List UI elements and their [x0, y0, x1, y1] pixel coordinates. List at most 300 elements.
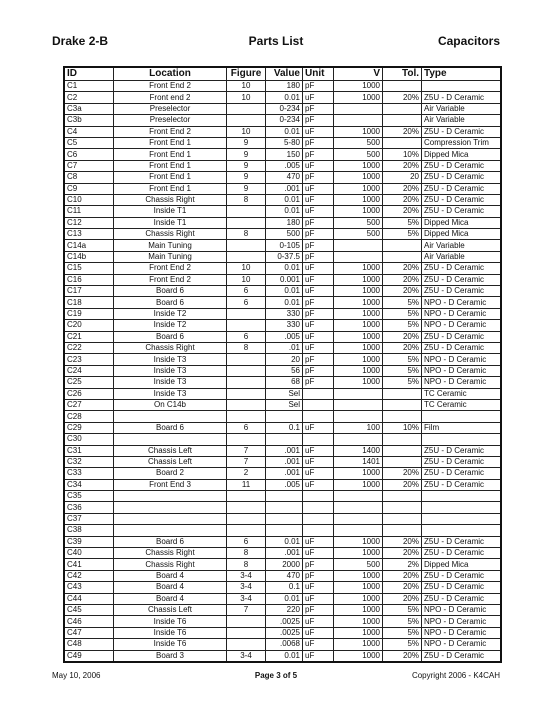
- cell-figure: 9: [227, 172, 266, 183]
- cell-voltage: 500: [334, 137, 383, 148]
- cell-location: Front End 3: [114, 479, 227, 490]
- table-row: [64, 103, 501, 114]
- cell-figure: [227, 206, 266, 217]
- cell-id: C3a: [64, 103, 114, 114]
- cell-tolerance: 5%: [383, 616, 422, 627]
- cell-unit: uF: [303, 627, 334, 638]
- cell-id: C14a: [64, 240, 114, 251]
- cell-id: C18: [64, 297, 114, 308]
- cell-voltage: 1000: [334, 570, 383, 581]
- cell-value: [266, 502, 303, 513]
- cell-type: Z5U - D Ceramic: [422, 274, 502, 285]
- table-row: [64, 479, 501, 490]
- table-row: [64, 627, 501, 638]
- cell-value: .0068: [266, 639, 303, 650]
- cell-value: 0.1: [266, 582, 303, 593]
- cell-figure: 6: [227, 297, 266, 308]
- cell-type: [422, 81, 502, 92]
- cell-voltage: 500: [334, 149, 383, 160]
- cell-location: Inside T1: [114, 206, 227, 217]
- column-header-id: ID: [64, 67, 114, 81]
- cell-value: .01: [266, 342, 303, 353]
- cell-location: Chassis Left: [114, 456, 227, 467]
- cell-location: [114, 491, 227, 502]
- cell-value: 0.01: [266, 536, 303, 547]
- cell-location: Inside T3: [114, 377, 227, 388]
- table-row: [64, 320, 501, 331]
- cell-value: 0.01: [266, 92, 303, 103]
- cell-unit: uF: [303, 126, 334, 137]
- cell-type: [422, 502, 502, 513]
- column-header-type: Type: [422, 67, 502, 81]
- cell-location: [114, 434, 227, 445]
- cell-figure: 8: [227, 194, 266, 205]
- cell-value: 180: [266, 81, 303, 92]
- cell-id: C43: [64, 582, 114, 593]
- cell-location: Board 4: [114, 582, 227, 593]
- cell-type: Z5U - D Ceramic: [422, 183, 502, 194]
- cell-tolerance: 2%: [383, 559, 422, 570]
- cell-location: Inside T1: [114, 217, 227, 228]
- cell-location: Main Tuning: [114, 251, 227, 262]
- cell-id: C17: [64, 286, 114, 297]
- cell-voltage: 1000: [334, 536, 383, 547]
- cell-unit: uF: [303, 468, 334, 479]
- cell-unit: uF: [303, 160, 334, 171]
- column-header-location: Location: [114, 67, 227, 81]
- column-header-voltage: V: [334, 67, 383, 81]
- cell-tolerance: 5%: [383, 320, 422, 331]
- cell-type: Dipped Mica: [422, 559, 502, 570]
- cell-figure: 3-4: [227, 593, 266, 604]
- cell-tolerance: [383, 445, 422, 456]
- cell-id: C28: [64, 411, 114, 422]
- cell-unit: pF: [303, 377, 334, 388]
- table-row: [64, 286, 501, 297]
- cell-value: 220: [266, 604, 303, 615]
- cell-location: Chassis Right: [114, 229, 227, 240]
- cell-voltage: 1000: [334, 183, 383, 194]
- cell-value: 0-37.5: [266, 251, 303, 262]
- table-row: [64, 354, 501, 365]
- document-title: Drake 2-B: [52, 34, 109, 48]
- cell-tolerance: 5%: [383, 639, 422, 650]
- table-header-row: [64, 67, 501, 81]
- cell-voltage: 1000: [334, 627, 383, 638]
- cell-unit: [303, 399, 334, 410]
- cell-type: NPO - D Ceramic: [422, 354, 502, 365]
- cell-tolerance: 20%: [383, 194, 422, 205]
- cell-type: NPO - D Ceramic: [422, 604, 502, 615]
- column-header-value: Value: [266, 67, 303, 81]
- cell-value: .0025: [266, 627, 303, 638]
- cell-type: Z5U - D Ceramic: [422, 445, 502, 456]
- cell-type: NPO - D Ceramic: [422, 320, 502, 331]
- cell-unit: uF: [303, 183, 334, 194]
- table-row: [64, 365, 501, 376]
- cell-id: C44: [64, 593, 114, 604]
- cell-voltage: [334, 240, 383, 251]
- table-body: [64, 81, 501, 662]
- cell-value: Sel: [266, 388, 303, 399]
- table-row: [64, 206, 501, 217]
- cell-figure: 6: [227, 536, 266, 547]
- category-title: Capacitors: [437, 34, 500, 48]
- cell-type: Z5U - D Ceramic: [422, 536, 502, 547]
- cell-location: [114, 525, 227, 536]
- cell-location: On C14b: [114, 399, 227, 410]
- cell-id: C25: [64, 377, 114, 388]
- cell-figure: 10: [227, 263, 266, 274]
- cell-tolerance: 20%: [383, 286, 422, 297]
- cell-location: Board 6: [114, 422, 227, 433]
- table-row: [64, 570, 501, 581]
- cell-tolerance: [383, 103, 422, 114]
- cell-unit: pF: [303, 115, 334, 126]
- cell-location: Preselector: [114, 115, 227, 126]
- cell-figure: [227, 388, 266, 399]
- table-row: [64, 377, 501, 388]
- table-row: [64, 536, 501, 547]
- cell-id: C29: [64, 422, 114, 433]
- footer-date: May 10, 2006: [52, 671, 101, 680]
- cell-id: C2: [64, 92, 114, 103]
- cell-value: 0.01: [266, 126, 303, 137]
- cell-type: Z5U - D Ceramic: [422, 194, 502, 205]
- table-row: [64, 160, 501, 171]
- cell-type: TC Ceramic: [422, 399, 502, 410]
- cell-id: C5: [64, 137, 114, 148]
- cell-figure: [227, 411, 266, 422]
- table-row: [64, 194, 501, 205]
- cell-location: Board 6: [114, 286, 227, 297]
- table-row: [64, 274, 501, 285]
- cell-type: Dipped Mica: [422, 149, 502, 160]
- cell-unit: uF: [303, 536, 334, 547]
- table-row: [64, 217, 501, 228]
- cell-voltage: 1000: [334, 593, 383, 604]
- cell-figure: 7: [227, 445, 266, 456]
- table-row: [64, 502, 501, 513]
- cell-id: C6: [64, 149, 114, 160]
- table-row: [64, 137, 501, 148]
- cell-type: [422, 411, 502, 422]
- cell-tolerance: 20%: [383, 548, 422, 559]
- cell-id: C33: [64, 468, 114, 479]
- cell-figure: [227, 240, 266, 251]
- cell-figure: [227, 399, 266, 410]
- cell-unit: uF: [303, 582, 334, 593]
- cell-voltage: [334, 103, 383, 114]
- cell-voltage: 500: [334, 559, 383, 570]
- cell-unit: [303, 513, 334, 524]
- cell-unit: uF: [303, 263, 334, 274]
- cell-tolerance: 5%: [383, 308, 422, 319]
- cell-id: C45: [64, 604, 114, 615]
- cell-figure: 8: [227, 229, 266, 240]
- cell-figure: 3-4: [227, 582, 266, 593]
- cell-type: Film: [422, 422, 502, 433]
- cell-tolerance: [383, 240, 422, 251]
- cell-tolerance: [383, 411, 422, 422]
- table-row: [64, 593, 501, 604]
- table-row: [64, 331, 501, 342]
- cell-voltage: [334, 491, 383, 502]
- cell-id: C3b: [64, 115, 114, 126]
- cell-location: [114, 502, 227, 513]
- cell-tolerance: [383, 513, 422, 524]
- cell-location: Chassis Right: [114, 559, 227, 570]
- cell-id: C20: [64, 320, 114, 331]
- cell-tolerance: 10%: [383, 149, 422, 160]
- cell-voltage: 1000: [334, 377, 383, 388]
- cell-type: Z5U - D Ceramic: [422, 468, 502, 479]
- cell-location: Front End 2: [114, 274, 227, 285]
- table-row: [64, 263, 501, 274]
- column-header-tolerance: Tol.: [383, 67, 422, 81]
- cell-type: Z5U - D Ceramic: [422, 263, 502, 274]
- cell-voltage: 1000: [334, 354, 383, 365]
- table-row: [64, 388, 501, 399]
- cell-tolerance: 20%: [383, 331, 422, 342]
- cell-tolerance: 20%: [383, 479, 422, 490]
- cell-figure: 2: [227, 468, 266, 479]
- table-row: [64, 434, 501, 445]
- table-row: [64, 513, 501, 524]
- table-row: [64, 115, 501, 126]
- cell-value: .005: [266, 331, 303, 342]
- cell-tolerance: 20%: [383, 570, 422, 581]
- cell-tolerance: 5%: [383, 229, 422, 240]
- cell-voltage: 1000: [334, 308, 383, 319]
- cell-id: C48: [64, 639, 114, 650]
- cell-unit: pF: [303, 570, 334, 581]
- cell-type: NPO - D Ceramic: [422, 297, 502, 308]
- table-row: [64, 229, 501, 240]
- table-row: [64, 456, 501, 467]
- parts-table-container: [63, 66, 502, 663]
- table-row: [64, 582, 501, 593]
- cell-type: Z5U - D Ceramic: [422, 126, 502, 137]
- cell-id: C36: [64, 502, 114, 513]
- cell-value: 5-80: [266, 137, 303, 148]
- cell-location: Inside T6: [114, 616, 227, 627]
- cell-value: [266, 491, 303, 502]
- cell-value: .001: [266, 183, 303, 194]
- cell-unit: uF: [303, 445, 334, 456]
- cell-unit: [303, 434, 334, 445]
- cell-unit: pF: [303, 103, 334, 114]
- cell-id: C47: [64, 627, 114, 638]
- cell-tolerance: 5%: [383, 627, 422, 638]
- cell-tolerance: 5%: [383, 297, 422, 308]
- cell-figure: [227, 320, 266, 331]
- cell-type: Air Variable: [422, 251, 502, 262]
- cell-location: Board 4: [114, 570, 227, 581]
- cell-location: Front End 1: [114, 160, 227, 171]
- cell-figure: [227, 251, 266, 262]
- cell-location: Chassis Right: [114, 548, 227, 559]
- cell-unit: [303, 411, 334, 422]
- cell-unit: uF: [303, 331, 334, 342]
- footer-copyright: Copyright 2006 - K4CAH: [411, 671, 500, 680]
- cell-unit: uF: [303, 650, 334, 662]
- cell-id: C4: [64, 126, 114, 137]
- parts-table: [63, 66, 502, 663]
- cell-figure: 7: [227, 604, 266, 615]
- cell-voltage: 1000: [334, 639, 383, 650]
- cell-figure: [227, 115, 266, 126]
- cell-figure: [227, 525, 266, 536]
- cell-type: NPO - D Ceramic: [422, 365, 502, 376]
- cell-tolerance: 20%: [383, 206, 422, 217]
- cell-unit: uF: [303, 92, 334, 103]
- cell-unit: uF: [303, 479, 334, 490]
- cell-id: C40: [64, 548, 114, 559]
- cell-location: Board 3: [114, 650, 227, 662]
- cell-figure: 9: [227, 183, 266, 194]
- cell-voltage: 1000: [334, 194, 383, 205]
- cell-value: 0.01: [266, 593, 303, 604]
- cell-value: .001: [266, 468, 303, 479]
- cell-voltage: 1000: [334, 582, 383, 593]
- cell-unit: pF: [303, 354, 334, 365]
- cell-id: C16: [64, 274, 114, 285]
- cell-location: Chassis Right: [114, 194, 227, 205]
- cell-value: [266, 434, 303, 445]
- cell-location: Inside T6: [114, 627, 227, 638]
- cell-type: Air Variable: [422, 240, 502, 251]
- cell-unit: pF: [303, 308, 334, 319]
- cell-unit: pF: [303, 604, 334, 615]
- table-row: [64, 149, 501, 160]
- cell-tolerance: [383, 399, 422, 410]
- cell-id: C32: [64, 456, 114, 467]
- cell-type: Z5U - D Ceramic: [422, 593, 502, 604]
- cell-unit: uF: [303, 456, 334, 467]
- cell-voltage: 1000: [334, 286, 383, 297]
- cell-id: C27: [64, 399, 114, 410]
- table-row: [64, 126, 501, 137]
- cell-voltage: 1000: [334, 263, 383, 274]
- cell-voltage: [334, 388, 383, 399]
- cell-id: C12: [64, 217, 114, 228]
- table-row: [64, 639, 501, 650]
- cell-figure: 3-4: [227, 650, 266, 662]
- cell-figure: [227, 377, 266, 388]
- cell-voltage: 1400: [334, 445, 383, 456]
- cell-location: Inside T2: [114, 320, 227, 331]
- cell-id: C34: [64, 479, 114, 490]
- cell-tolerance: 10%: [383, 422, 422, 433]
- cell-voltage: 500: [334, 229, 383, 240]
- cell-id: C8: [64, 172, 114, 183]
- cell-unit: uF: [303, 320, 334, 331]
- cell-voltage: [334, 434, 383, 445]
- cell-tolerance: [383, 491, 422, 502]
- cell-id: C38: [64, 525, 114, 536]
- cell-unit: pF: [303, 149, 334, 160]
- cell-location: Board 6: [114, 297, 227, 308]
- cell-voltage: 1000: [334, 468, 383, 479]
- cell-type: Z5U - D Ceramic: [422, 570, 502, 581]
- cell-location: Front End 1: [114, 172, 227, 183]
- cell-tolerance: 20%: [383, 342, 422, 353]
- cell-value: 470: [266, 172, 303, 183]
- cell-id: C7: [64, 160, 114, 171]
- table-row: [64, 491, 501, 502]
- cell-value: 0-105: [266, 240, 303, 251]
- cell-tolerance: [383, 456, 422, 467]
- cell-tolerance: 20%: [383, 263, 422, 274]
- table-row: [64, 411, 501, 422]
- cell-figure: 6: [227, 286, 266, 297]
- cell-unit: uF: [303, 422, 334, 433]
- table-row: [64, 604, 501, 615]
- cell-figure: [227, 217, 266, 228]
- cell-voltage: 1000: [334, 479, 383, 490]
- cell-location: Board 2: [114, 468, 227, 479]
- cell-type: NPO - D Ceramic: [422, 308, 502, 319]
- cell-type: [422, 513, 502, 524]
- cell-location: Front End 1: [114, 137, 227, 148]
- table-row: [64, 650, 501, 662]
- cell-tolerance: 20%: [383, 582, 422, 593]
- cell-id: C9: [64, 183, 114, 194]
- cell-tolerance: 20%: [383, 160, 422, 171]
- cell-tolerance: [383, 137, 422, 148]
- cell-voltage: 1401: [334, 456, 383, 467]
- cell-unit: uF: [303, 206, 334, 217]
- cell-id: C23: [64, 354, 114, 365]
- cell-tolerance: 20%: [383, 183, 422, 194]
- cell-type: TC Ceramic: [422, 388, 502, 399]
- cell-tolerance: 5%: [383, 604, 422, 615]
- cell-value: 0.01: [266, 263, 303, 274]
- cell-unit: pF: [303, 251, 334, 262]
- cell-type: [422, 491, 502, 502]
- table-row: [64, 308, 501, 319]
- table-row: [64, 81, 501, 92]
- cell-value: 0.01: [266, 286, 303, 297]
- cell-voltage: 1000: [334, 616, 383, 627]
- cell-voltage: 1000: [334, 331, 383, 342]
- cell-figure: 10: [227, 126, 266, 137]
- cell-voltage: 500: [334, 217, 383, 228]
- cell-type: Z5U - D Ceramic: [422, 92, 502, 103]
- cell-location: Board 6: [114, 536, 227, 547]
- cell-figure: 9: [227, 160, 266, 171]
- cell-figure: [227, 434, 266, 445]
- cell-figure: 11: [227, 479, 266, 490]
- table-row: [64, 468, 501, 479]
- cell-location: Inside T3: [114, 354, 227, 365]
- cell-voltage: [334, 502, 383, 513]
- cell-type: Dipped Mica: [422, 217, 502, 228]
- cell-location: Inside T3: [114, 365, 227, 376]
- cell-unit: pF: [303, 217, 334, 228]
- cell-unit: uF: [303, 194, 334, 205]
- cell-figure: 10: [227, 81, 266, 92]
- cell-unit: pF: [303, 81, 334, 92]
- cell-id: C11: [64, 206, 114, 217]
- cell-unit: uF: [303, 274, 334, 285]
- cell-location: Front End 1: [114, 149, 227, 160]
- cell-value: 0-234: [266, 115, 303, 126]
- cell-tolerance: 5%: [383, 354, 422, 365]
- cell-value: 0.01: [266, 194, 303, 205]
- section-title: Parts List: [248, 34, 304, 48]
